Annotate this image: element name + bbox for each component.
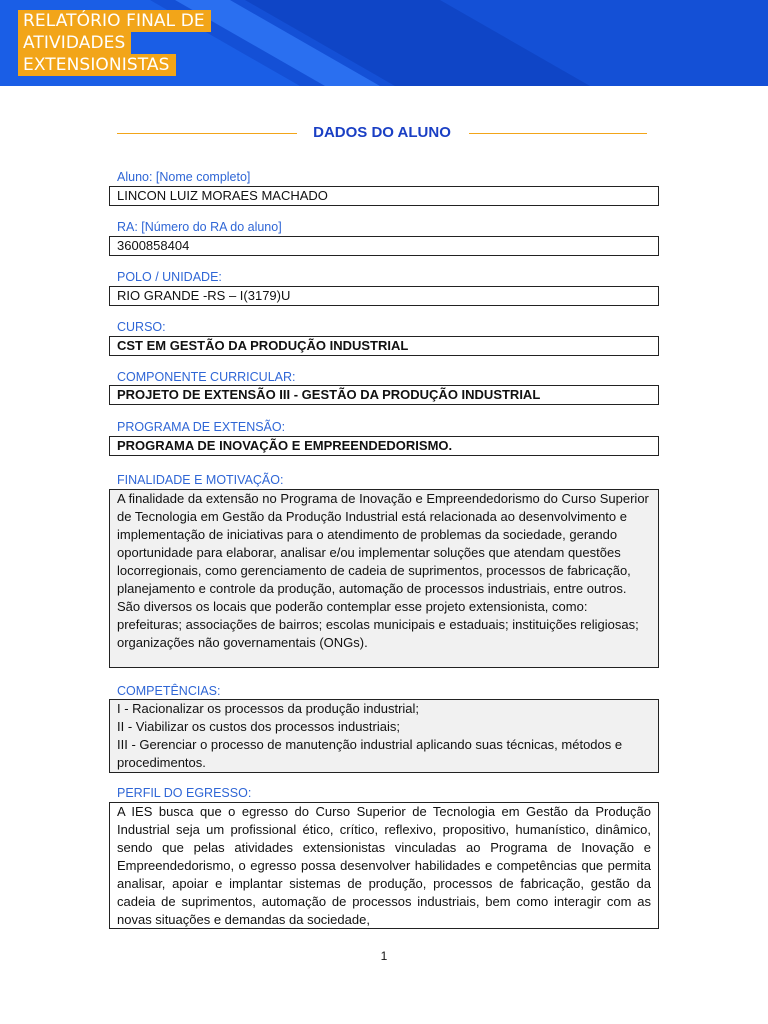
competency-item: I - Racionalizar os processos da produção industrial;	[117, 701, 420, 716]
heading-rule-right	[469, 133, 647, 134]
purpose-text: A finalidade da extensão no Programa de Inovação e Empreendedorismo do Curso Superior de Tecnologia em Gestão da Produção Industrial está relacionada ao desenvolvimento e implementação de iniciativas para o atendimento de problemas da sociedade, gerando oportunidade para elaborar, analisar e/ou implementar soluções que atendam questões locorregionais, como gerenciamento de cadeia de suprimentos, processos de fabricação, planejamento e controle da produção, automação de processos industriais, entre outros. São diversos os locais que poderão contemplar esse projeto extensionista, como: prefeituras; associações de bairros; escolas municipais e estaduais; instituições religiosas; organizações não governamentais (ONGs).	[117, 491, 649, 650]
graduate-profile-text: A IES busca que o egresso do Curso Superior de Tecnologia em Gestão da Produção Industrial seja um profissional ético, crítico, reflexivo, propositivo, humanístico, dinâmico, sendo que pelas atividades extensionistas vinculadas ao Programa de Inovação e Empreendedorismo, o egresso possa desenvolver habilidades e competências que permita analisar, apoiar e implantar sistemas de produção, processos de fabricação, gestão da cadeia de suprimentos, automação de processos industriais, bem como interagir com as novas situações e demandas da sociedade,	[117, 804, 651, 927]
competency-item: III - Gerenciar o processo de manutenção industrial aplicando suas técnicas, métodos e procedimentos.	[117, 737, 623, 770]
graduate-profile-label: PERFIL DO EGRESSO:	[117, 786, 252, 800]
student-ra-field[interactable]: 3600858404	[109, 236, 659, 256]
graduate-profile-field[interactable]	[109, 802, 659, 929]
report-title-line-1: RELATÓRIO FINAL DE	[18, 10, 211, 32]
purpose-field[interactable]	[109, 489, 659, 668]
campus-field[interactable]: RIO GRANDE -RS – I(3179)U	[109, 286, 659, 306]
section-heading	[117, 122, 647, 144]
competencies-label: COMPETÊNCIAS:	[117, 684, 221, 698]
student-ra-label: RA: [Número do RA do aluno]	[117, 220, 282, 234]
course-field[interactable]: CST EM GESTÃO DA PRODUÇÃO INDUSTRIAL	[109, 336, 659, 356]
campus-label: POLO / UNIDADE:	[117, 270, 222, 284]
purpose-label: FINALIDADE E MOTIVAÇÃO:	[117, 473, 284, 487]
report-title-line-3: EXTENSIONISTAS	[18, 54, 176, 76]
header-banner	[0, 0, 768, 86]
report-title-line-2: ATIVIDADES	[18, 32, 131, 54]
course-label: CURSO:	[117, 320, 166, 334]
section-heading-text: DADOS DO ALUNO	[313, 124, 451, 141]
student-name-field[interactable]: LINCON LUIZ MORAES MACHADO	[109, 186, 659, 206]
competency-item: II - Viabilizar os custos dos processos industriais;	[117, 719, 400, 734]
curricular-component-field[interactable]: PROJETO DE EXTENSÃO III - GESTÃO DA PRODUÇÃO INDUSTRIAL	[109, 385, 659, 405]
student-name-label: Aluno: [Nome completo]	[117, 170, 251, 184]
competencies-field[interactable]	[109, 699, 659, 773]
extension-program-label: PROGRAMA DE EXTENSÃO:	[117, 420, 286, 434]
page-number: 1	[380, 949, 388, 963]
curricular-component-label: COMPONENTE CURRICULAR:	[117, 370, 296, 384]
extension-program-field[interactable]: PROGRAMA DE INOVAÇÃO E EMPREENDEDORISMO.	[109, 436, 659, 456]
